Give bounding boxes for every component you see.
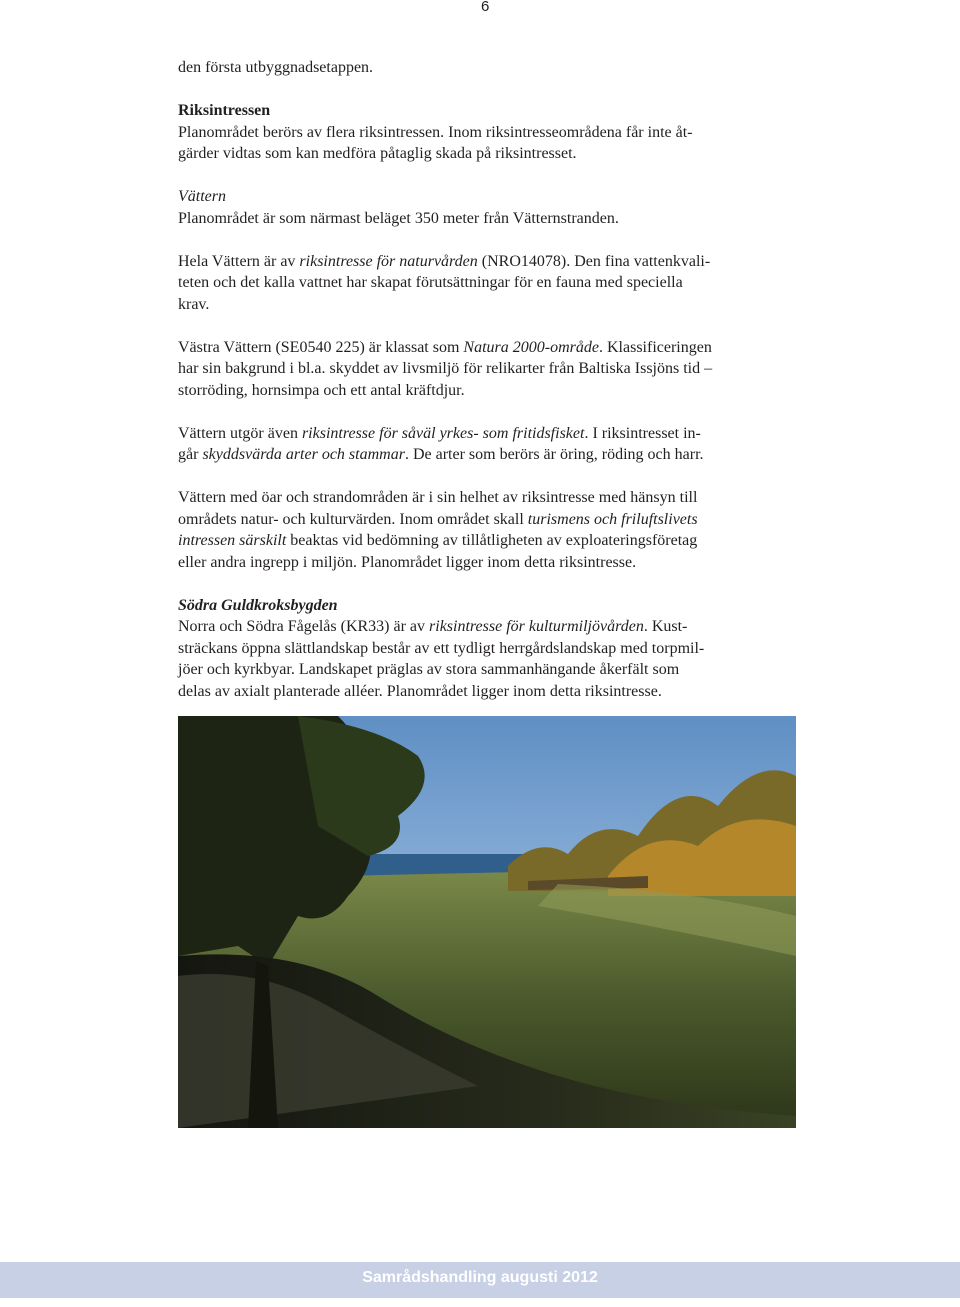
vattern-distance-text: Planområdet är som närmast beläget 350 meter från Vätternstranden. xyxy=(178,209,619,227)
guldkrok-line-2: sträckans öppna slättlandskap består av ett tydligt herrgårdslandskap med torpmil- xyxy=(178,639,705,657)
vattern-paragraph-2-line-3: storröding, hornsimpa och ett antal kräftdjur. xyxy=(178,381,465,399)
page-number: 6 xyxy=(481,0,490,15)
guldkrok-line-1: Norra och Södra Fågelås (KR33) är av riksintresse för kulturmiljövården. Kust- xyxy=(178,618,688,635)
footer-text: Samrådshandling augusti 2012 xyxy=(362,1269,598,1286)
vattern-paragraph-3-line-2: går skyddsvärda arter och stammar. De arter som berörs är öring, röding och harr. xyxy=(178,446,704,463)
vattern-paragraph-3-line-1: Vättern utgör även riksintresse för såväl yrkes- som fritidsfisket. I riksintresset in- xyxy=(178,424,701,442)
vattern-paragraph-1-line-3: krav. xyxy=(178,295,210,313)
vattern-paragraph-1-line-1: Hela Vättern är av riksintresse för naturvården (NRO14078). Den fina vattenkvali- xyxy=(178,252,711,270)
vattern-paragraph-2-line-1: Västra Vättern (SE0540 225) är klassat som Natura 2000-område. Klassificeringen xyxy=(178,338,712,356)
vattern-paragraph-4-line-2: områdets natur- och kulturvärden. Inom området skall turismens och friluftslivets xyxy=(178,510,698,528)
heading-vattern: Vättern xyxy=(178,188,226,205)
vattern-paragraph-4-line-1: Vättern med öar och strandområden är i sin helhet av riksintresse med hänsyn till xyxy=(178,489,698,506)
guldkrok-line-4: delas av axialt planterade alléer. Planområdet ligger inom detta riksintresse. xyxy=(178,682,662,700)
heading-sodra-guldkroksbygden: Södra Guldkroksbygden xyxy=(178,596,338,614)
vattern-paragraph-4-line-3: intressen särskilt beaktas vid bedömning av tillåtligheten av exploateringsföretag xyxy=(178,532,698,549)
heading-riksintressen: Riksintressen xyxy=(178,102,271,119)
vattern-paragraph-1-line-2: teten och det kalla vattnet har skapat förutsättningar för en fauna med speciella xyxy=(178,274,683,291)
intro-text: den första utbyggnadsetappen. xyxy=(178,59,374,76)
riksintressen-line-1: Planområdet berörs av flera riksintressen. Inom riksintresseområdena får inte åt- xyxy=(178,123,693,141)
riksintressen-line-2: gärder vidtas som kan medföra påtaglig skada på riksintresset. xyxy=(178,145,577,162)
document-body xyxy=(178,57,790,702)
vattern-paragraph-4-line-4: eller andra ingrepp i miljön. Planområdet ligger inom detta riksintresse. xyxy=(178,553,637,571)
landscape-photo xyxy=(178,716,796,1128)
vattern-paragraph-2-line-2: har sin bakgrund i bl.a. skyddet av livsmiljö för relikarter från Baltiska Issjöns tid – xyxy=(178,360,713,377)
guldkrok-line-3: jöer och kyrkbyar. Landskapet präglas av stora sammanhängande åkerfält som xyxy=(178,661,680,678)
